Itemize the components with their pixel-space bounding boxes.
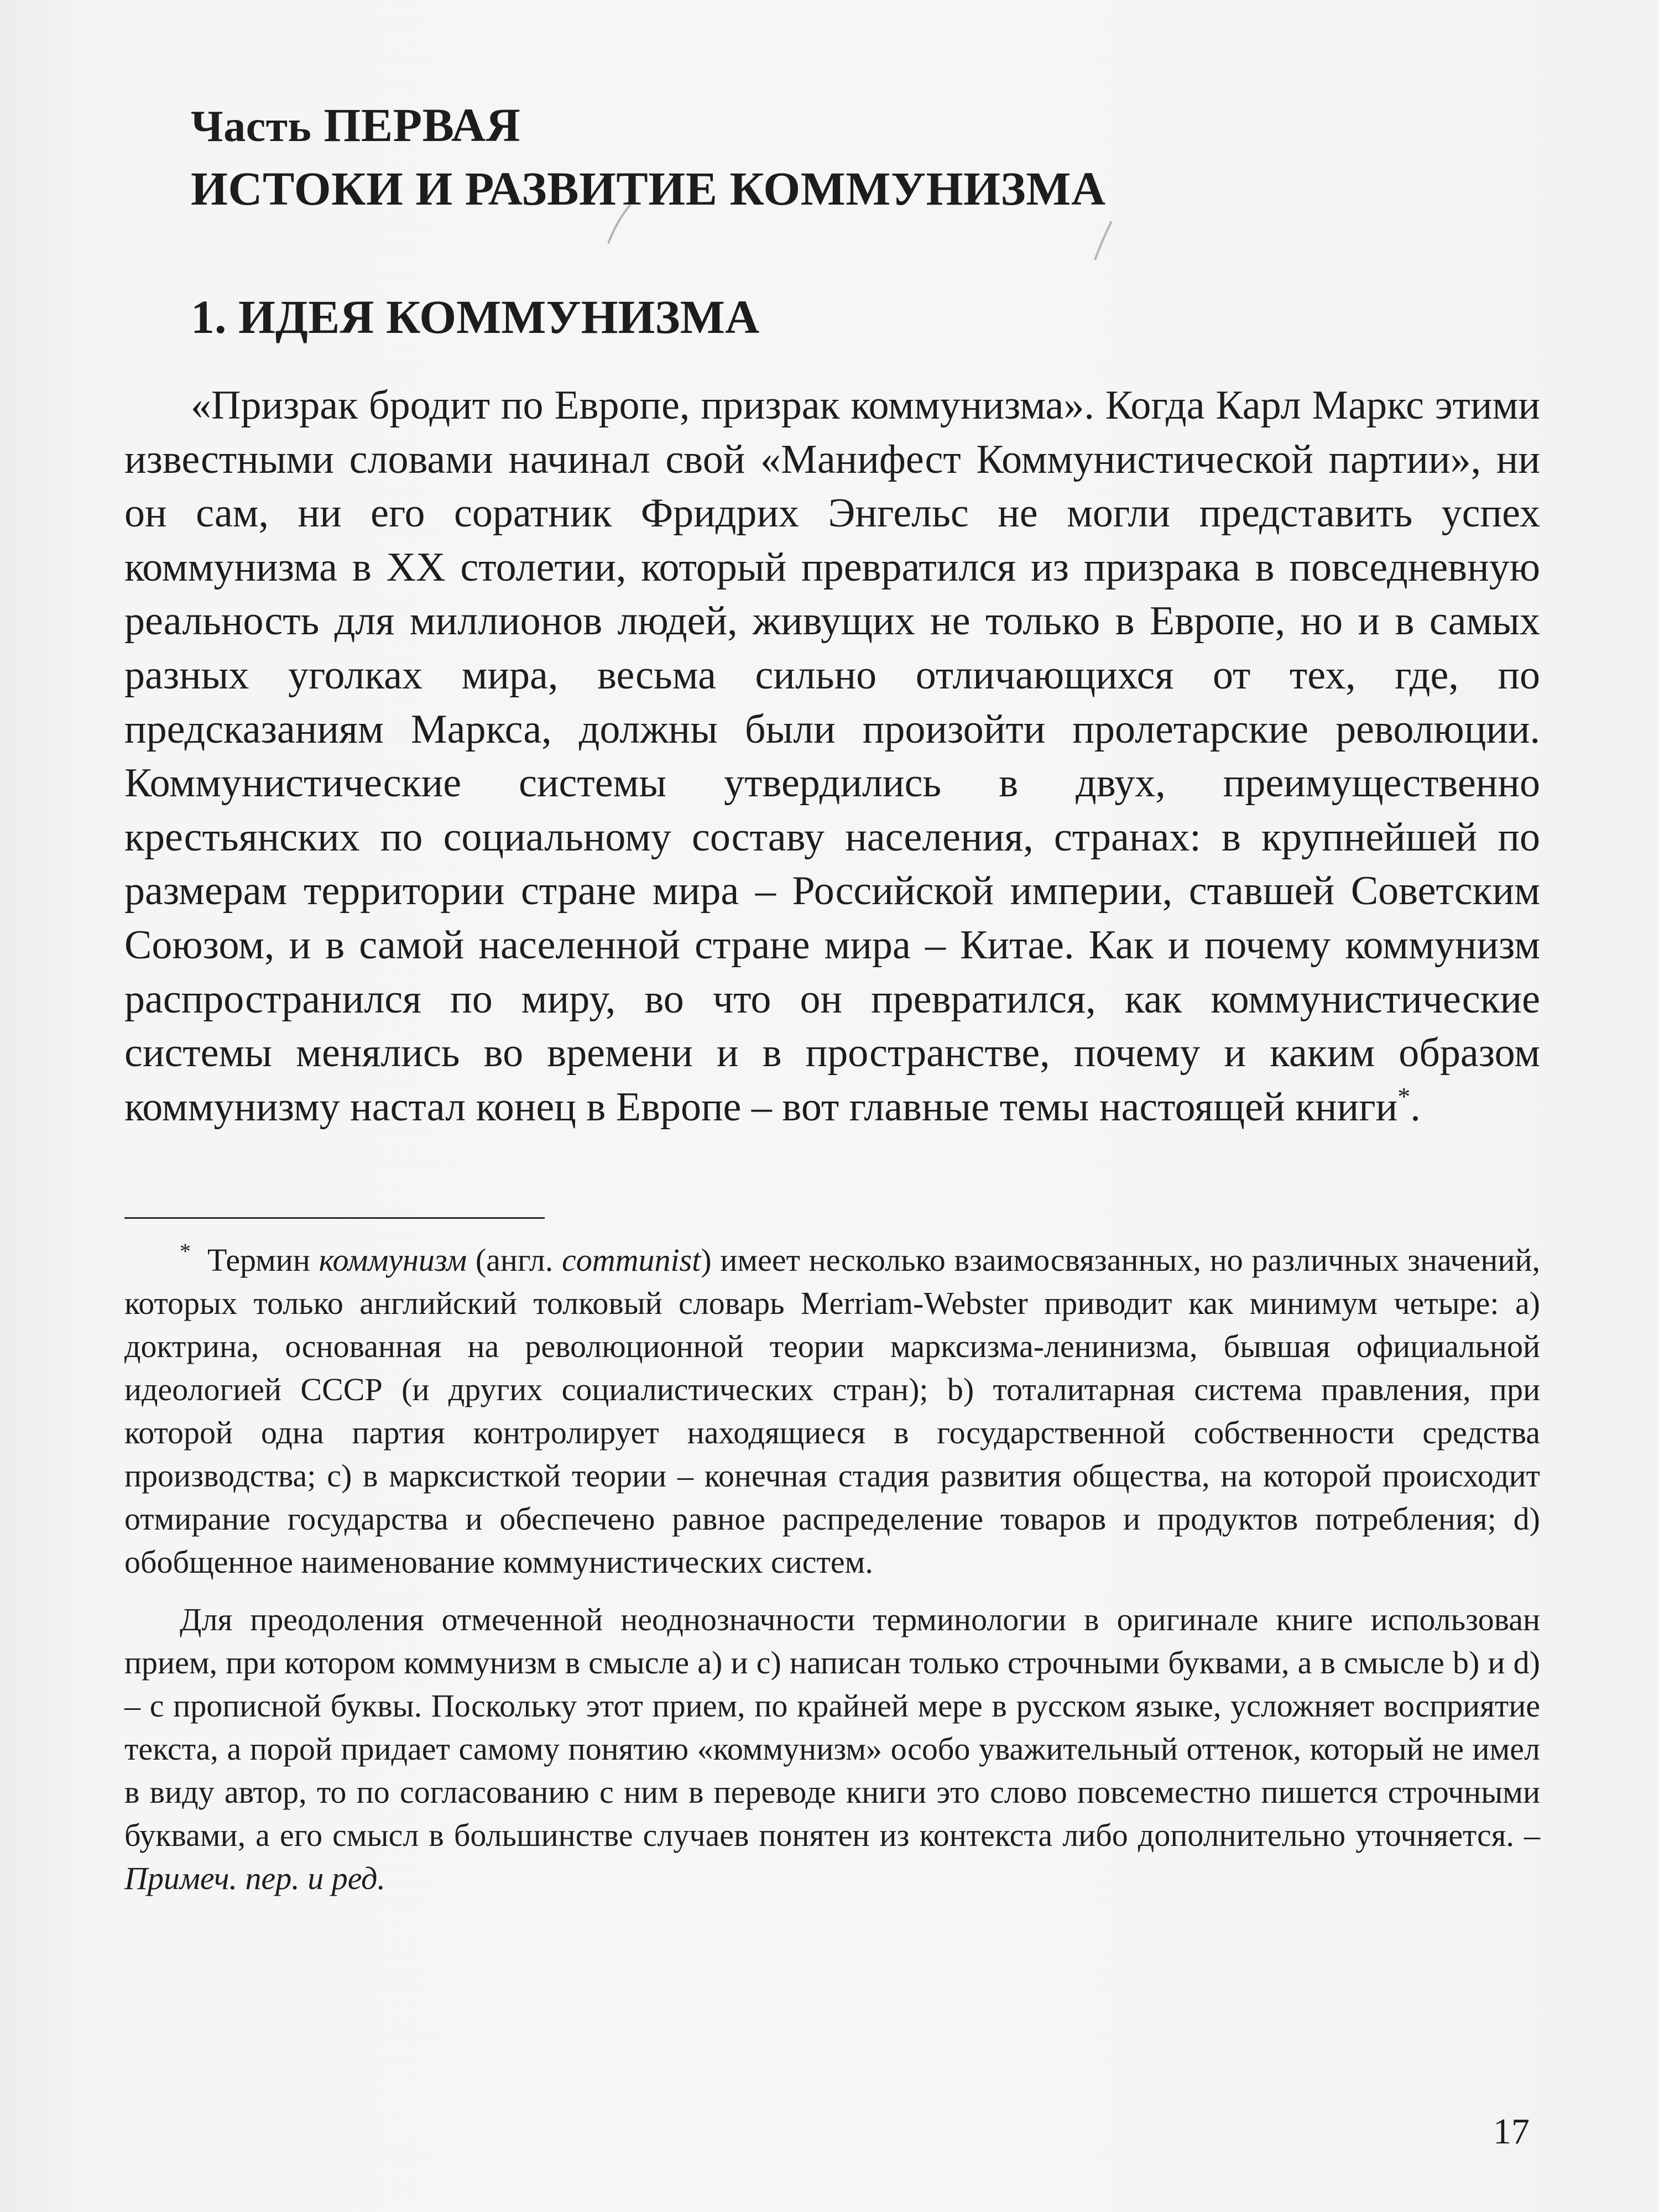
footnote-text-a: Термин bbox=[207, 1242, 319, 1279]
footnote-term-ru: коммунизм bbox=[319, 1242, 467, 1279]
chapter-title: 1. ИДЕЯ КОММУНИЗМА bbox=[191, 290, 760, 343]
body-end: . bbox=[1410, 1084, 1421, 1130]
footnote-editor-note: Примеч. пер. и ред. bbox=[124, 1860, 385, 1897]
footnote-p2-text: Для преодоления отмеченной неоднозначности терминологии в оригинале книге использован прием, при котором коммунизм в смысле a) и c) написан только строчными буквами, а в смысле b) и d) – с прописной буквы. Поскольку этот прием, по крайней мере в русском языке, усложняет восприятие текста, а порой придает самому понятию «коммунизм» особо уважительный оттенок, который не имел в виду автор, то по согласованию с ним в переводе книги это слово повсеместно пишется строчными буквами, а его смысл в большинстве случаев понятен из контекста либо дополнительно уточняется. – bbox=[124, 1601, 1540, 1854]
body-text: «Призрак бродит по Европе, призрак коммунизма». Когда Карл Маркс этими известными словами начинал свой «Манифест Коммунистической партии», ни он сам, ни его соратник Фридрих Энгельс не могли представить успех коммунизма в XX столетии, который превратился из призрака в повседневную реальность для миллионов людей, живущих не только в Европе, но и в самых разных уголках мира, весьма сильно отличающихся от тех, где, по предсказаниям Маркса, должны были произойти пролетарские революции. Коммунистические системы утвердились в двух, преимущественно крестьянских по социальному составу населения, странах: в крупнейшей по размерам территории стране мира – Российской империи, ставшей Советским Союзом, и в самой населенной стране мира – Китае. Как и почему коммунизм распространился по миру, во что он превратился, как коммунистические системы менялись во времени и в пространстве, почему и каким образом коммунизму настал конец в Европе – вот главные темы настоящей книги bbox=[124, 383, 1540, 1130]
page-content bbox=[124, 94, 1540, 1900]
footnote-reference: * bbox=[1397, 1082, 1411, 1110]
part-heading bbox=[191, 94, 1540, 158]
footnote-text-c: ) имеет несколько взаимосвязанных, но различных значений, которых только английский толковый словарь Merriam-Webster приводит как минимум четыре: a) доктрина, основанная на революционной теории марксизма-ленинизма, бывшая официальной идеологией СССР (и других социалистических стран); b) тоталитарная система правления, при которой одна партия контролирует находящиеся в государственной собственности средства производства; c) в марксисткой теории – конечная стадия развития общества, на которой происходит отмирание государства и обеспечено равное распределение товаров и продуктов потребления; d) обобщенное наименование коммунистических систем. bbox=[124, 1242, 1540, 1580]
part-number: ПЕРВАЯ bbox=[324, 98, 521, 152]
footnote-paragraph-2 bbox=[124, 1598, 1540, 1900]
part-title: ИСТОКИ И РАЗВИТИЕ КОММУНИЗМА bbox=[191, 162, 1106, 215]
footnote-paragraph-1 bbox=[124, 1239, 1540, 1584]
body-paragraph bbox=[124, 379, 1540, 1134]
footnote-mark: * bbox=[180, 1239, 191, 1264]
footnote-text-b: (англ. bbox=[467, 1242, 562, 1279]
footnote-divider bbox=[124, 1217, 545, 1219]
footnote-term-en: communist bbox=[561, 1242, 701, 1279]
part-label: Часть bbox=[191, 102, 312, 151]
page-number: 17 bbox=[1493, 2111, 1530, 2152]
